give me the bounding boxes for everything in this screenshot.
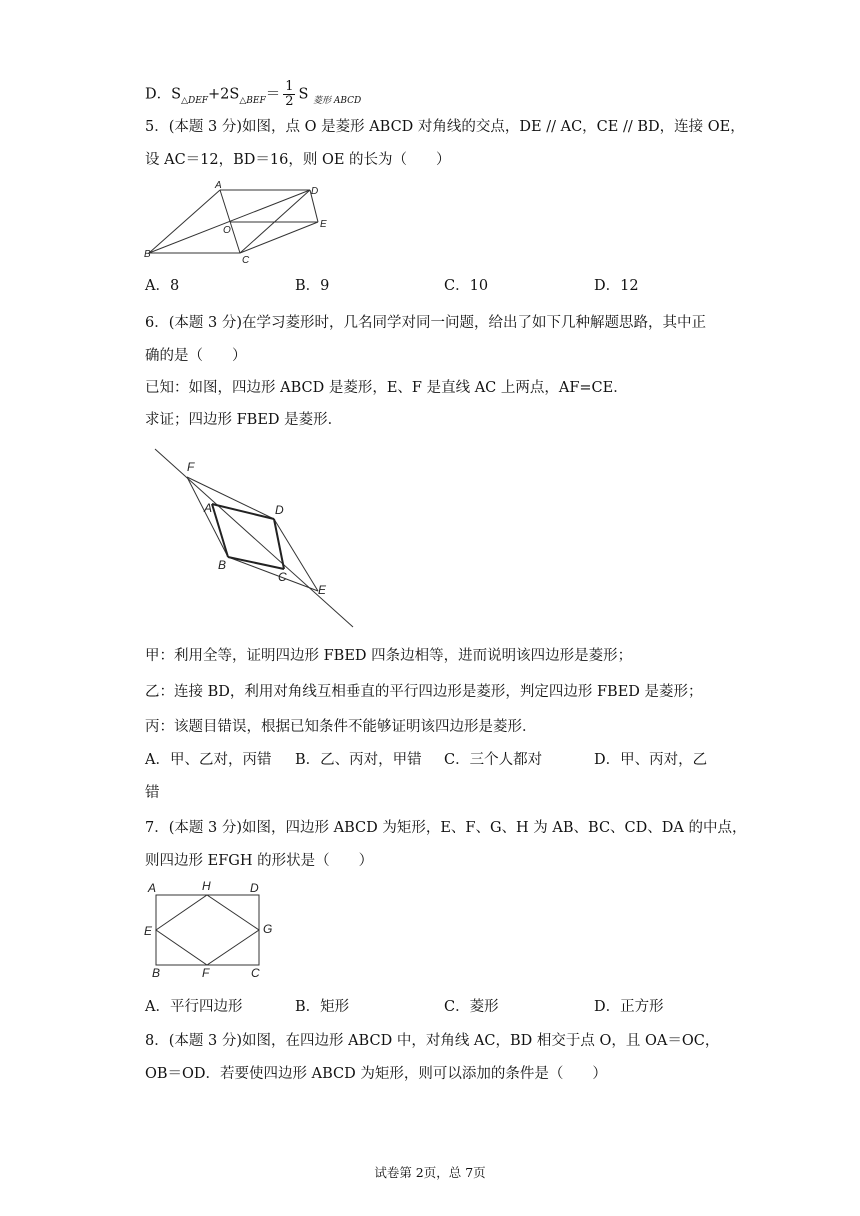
edge-bf bbox=[187, 477, 228, 557]
fraction bbox=[283, 80, 295, 109]
q6-jia: 甲：利用全等，证明四边形 FBED 四条边相等，进而说明该四边形是菱形； bbox=[145, 648, 633, 664]
plus-term: +2S bbox=[208, 86, 240, 103]
q6-given: 已知：如图，四边形 ABCD 是菱形，E、F 是直线 AC 上两点，AF=CE． bbox=[145, 380, 628, 396]
label-b: B bbox=[144, 249, 151, 260]
q7-option-b: B．矩形 bbox=[295, 999, 350, 1015]
label-f: F bbox=[187, 460, 195, 474]
area-symbol: S bbox=[171, 86, 182, 103]
label-e: E bbox=[318, 583, 327, 597]
q6-figure bbox=[150, 445, 360, 630]
label-d: D bbox=[250, 881, 259, 895]
numerator: 1 bbox=[285, 79, 294, 94]
label-a: A bbox=[148, 881, 157, 895]
q5-option-d: D．12 bbox=[594, 278, 639, 294]
q6-stem-line1: 6．(本题 3 分)在学习菱形时，几名同学对同一问题，给出了如下几种解题思路，其中正 bbox=[145, 315, 706, 331]
label-b: B bbox=[218, 558, 227, 572]
q5-option-c: C．10 bbox=[444, 278, 489, 294]
subscript: △BEF bbox=[239, 95, 266, 106]
q7-option-a: A．平行四边形 bbox=[145, 999, 243, 1015]
label-e: E bbox=[320, 219, 327, 230]
label-c: C bbox=[251, 966, 260, 980]
edge-ba bbox=[149, 190, 220, 253]
q5-stem-line1: 5．(本题 3 分)如图，点 O 是菱形 ABCD 对角线的交点，DE // AC，CE // BD，连接 OE， bbox=[145, 119, 745, 135]
edge-fd bbox=[187, 477, 274, 519]
label-c: C bbox=[278, 570, 287, 584]
q5-option-a: A．8 bbox=[145, 278, 180, 294]
q6-yi: 乙：连接 BD，利用对角线互相垂直的平行四边形是菱形，判定四边形 FBED 是菱形； bbox=[145, 684, 703, 700]
segment-ce bbox=[240, 222, 318, 253]
q6-bing: 丙：该题目错误，根据已知条件不能够证明该四边形是菱形． bbox=[145, 719, 537, 735]
q6-option-b: B．乙、丙对，甲错 bbox=[295, 752, 422, 768]
q5-option-b: B．9 bbox=[295, 278, 330, 294]
label-g: G bbox=[263, 922, 273, 936]
label-d: D bbox=[311, 186, 319, 197]
q6-option-c: C．三个人都对 bbox=[444, 752, 543, 768]
edge-ad bbox=[212, 504, 274, 519]
rectangle-abcd bbox=[156, 895, 259, 965]
label-h: H bbox=[202, 879, 211, 893]
label-o: O bbox=[223, 225, 231, 236]
q6-prove: 求证；四边形 FBED 是菱形． bbox=[145, 412, 343, 428]
area-symbol: S bbox=[298, 86, 309, 103]
q5-stem-line2: 设 AC＝12，BD＝16，则 OE 的长为（ ） bbox=[145, 152, 451, 168]
page-footer: 试卷第 2页，总 7页 bbox=[374, 1165, 486, 1180]
label-b: B bbox=[152, 966, 161, 980]
q7-option-d: D．正方形 bbox=[594, 999, 664, 1015]
q7-option-c: C．菱形 bbox=[444, 999, 499, 1015]
label-a: A bbox=[204, 501, 213, 515]
equals-sign: ＝ bbox=[265, 86, 281, 103]
subscript: 菱形 ABCD bbox=[313, 95, 362, 106]
edge-eb bbox=[228, 557, 318, 591]
q4-option-d bbox=[145, 80, 361, 109]
q5-figure bbox=[140, 180, 340, 270]
quadrilateral-efgh bbox=[156, 895, 259, 965]
label-c: C bbox=[242, 255, 250, 266]
q6-option-wrap: 错 bbox=[145, 785, 160, 801]
q6-option-d: D．甲、丙对，乙 bbox=[594, 752, 708, 768]
denominator: 2 bbox=[285, 94, 294, 109]
label-e: E bbox=[144, 924, 153, 938]
q8-stem-line2: OB＝OD．若要使四边形 ABCD 为矩形，则可以添加的条件是（ ） bbox=[145, 1066, 607, 1082]
label-f: F bbox=[202, 966, 210, 980]
q7-stem-line1: 7．(本题 3 分)如图，四边形 ABCD 为矩形，E、F、G、H 为 AB、BC、CD、DA 的中点， bbox=[145, 820, 747, 836]
q6-option-a: A．甲、乙对，丙错 bbox=[145, 752, 272, 768]
q8-stem-line1: 8．(本题 3 分)如图，在四边形 ABCD 中，对角线 AC，BD 相交于点 O，且 OA＝OC， bbox=[145, 1033, 720, 1049]
label-a: A bbox=[215, 180, 222, 191]
label-d: D bbox=[275, 503, 284, 517]
q6-stem-line2: 确的是（ ） bbox=[145, 348, 247, 364]
option-label: D． bbox=[145, 86, 172, 103]
q7-stem-line2: 则四边形 EFGH 的形状是（ ） bbox=[145, 853, 374, 869]
q7-figure bbox=[143, 878, 283, 983]
line-ac bbox=[155, 449, 353, 627]
subscript: △DEF bbox=[181, 95, 209, 106]
